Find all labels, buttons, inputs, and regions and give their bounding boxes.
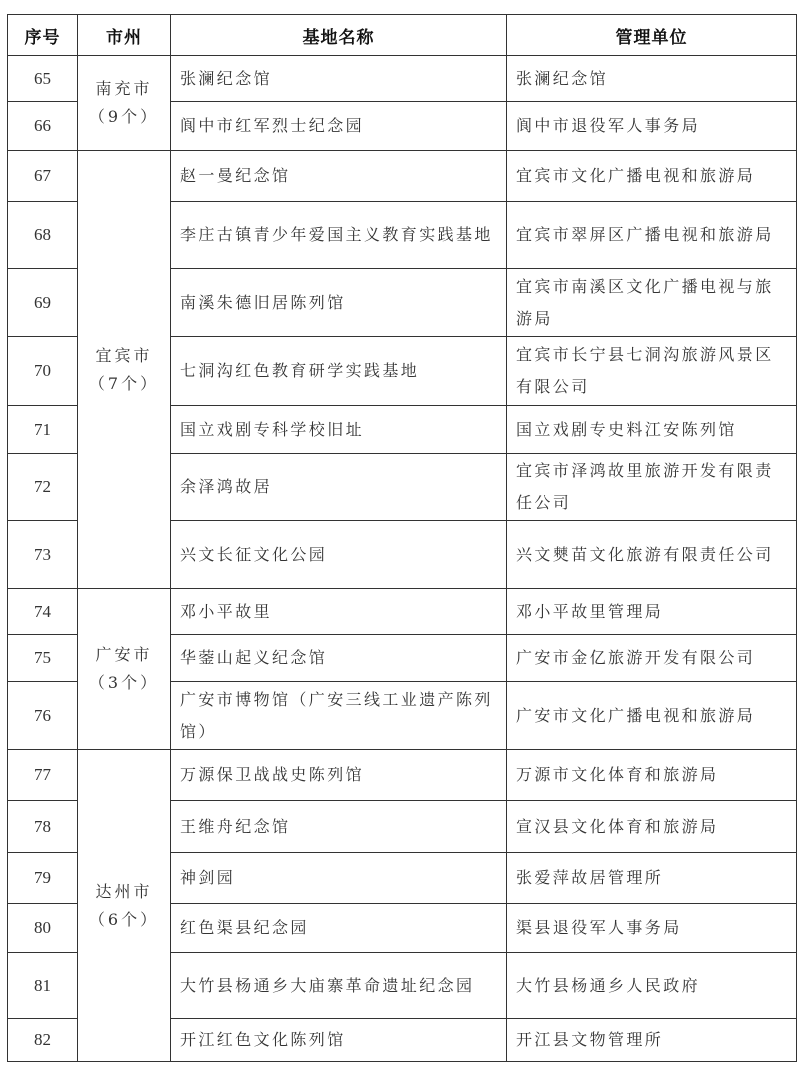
table-row xyxy=(8,750,797,801)
base-name: 张澜纪念馆 xyxy=(171,56,507,102)
row-number: 66 xyxy=(8,102,78,151)
base-name: 王维舟纪念馆 xyxy=(171,801,507,853)
management-unit: 宜宾市泽鸿故里旅游开发有限责任公司 xyxy=(507,454,797,521)
city-count: （6个） xyxy=(88,909,160,929)
base-name: 神剑园 xyxy=(171,853,507,904)
row-number: 72 xyxy=(8,454,78,521)
base-name: 余泽鸿故居 xyxy=(171,454,507,521)
city-cell xyxy=(78,589,171,750)
city-name: 达州市 xyxy=(95,881,153,901)
management-unit: 宣汉县文化体育和旅游局 xyxy=(507,801,797,853)
management-unit: 宜宾市文化广播电视和旅游局 xyxy=(507,151,797,202)
row-number: 68 xyxy=(8,202,78,269)
row-number: 71 xyxy=(8,406,78,454)
base-name: 华蓥山起义纪念馆 xyxy=(171,635,507,682)
management-unit: 广安市文化广播电视和旅游局 xyxy=(507,682,797,750)
city-cell xyxy=(78,151,171,589)
base-name: 南溪朱德旧居陈列馆 xyxy=(171,269,507,337)
table-row xyxy=(8,151,797,202)
row-number: 80 xyxy=(8,904,78,953)
management-unit: 邓小平故里管理局 xyxy=(507,589,797,635)
row-number: 69 xyxy=(8,269,78,337)
city-name: 南充市 xyxy=(95,79,153,98)
city-cell xyxy=(78,750,171,1062)
city-name: 宜宾市 xyxy=(95,345,153,365)
management-unit: 大竹县杨通乡人民政府 xyxy=(507,953,797,1019)
base-name: 阆中市红军烈士纪念园 xyxy=(171,102,507,151)
base-name: 开江红色文化陈列馆 xyxy=(171,1019,507,1062)
base-name: 李庄古镇青少年爱国主义教育实践基地 xyxy=(171,202,507,269)
base-name: 红色渠县纪念园 xyxy=(171,904,507,953)
management-unit: 宜宾市南溪区文化广播电视与旅游局 xyxy=(507,269,797,337)
base-name: 大竹县杨通乡大庙寨革命遗址纪念园 xyxy=(171,953,507,1019)
table-row xyxy=(8,589,797,635)
row-number: 77 xyxy=(8,750,78,801)
management-unit: 张澜纪念馆 xyxy=(507,56,797,102)
base-name: 万源保卫战战史陈列馆 xyxy=(171,750,507,801)
header-city: 市州 xyxy=(78,15,171,56)
row-number: 81 xyxy=(8,953,78,1019)
city-name: 广安市 xyxy=(95,645,153,664)
row-number: 79 xyxy=(8,853,78,904)
management-unit: 广安市金亿旅游开发有限公司 xyxy=(507,635,797,682)
management-unit: 张爱萍故居管理所 xyxy=(507,853,797,904)
city-cell xyxy=(78,56,171,151)
city-count: （7个） xyxy=(88,373,160,393)
base-name: 广安市博物馆（广安三线工业遗产陈列馆） xyxy=(171,682,507,750)
base-name: 邓小平故里 xyxy=(171,589,507,635)
city-count: （9个） xyxy=(88,107,160,126)
base-name: 国立戏剧专科学校旧址 xyxy=(171,406,507,454)
header-management-unit: 管理单位 xyxy=(507,15,797,56)
row-number: 82 xyxy=(8,1019,78,1062)
management-unit: 兴文僰苗文化旅游有限责任公司 xyxy=(507,521,797,589)
management-unit: 渠县退役军人事务局 xyxy=(507,904,797,953)
management-unit: 阆中市退役军人事务局 xyxy=(507,102,797,151)
management-unit: 开江县文物管理所 xyxy=(507,1019,797,1062)
header-base-name: 基地名称 xyxy=(171,15,507,56)
bases-table xyxy=(7,14,797,1062)
row-number: 65 xyxy=(8,56,78,102)
header-no: 序号 xyxy=(8,15,78,56)
header-row xyxy=(8,15,797,56)
city-count: （3个） xyxy=(88,673,160,692)
base-name: 七洞沟红色教育研学实践基地 xyxy=(171,337,507,406)
base-name: 兴文长征文化公园 xyxy=(171,521,507,589)
management-unit: 宜宾市长宁县七洞沟旅游风景区有限公司 xyxy=(507,337,797,406)
table-row xyxy=(8,56,797,102)
row-number: 78 xyxy=(8,801,78,853)
row-number: 74 xyxy=(8,589,78,635)
row-number: 76 xyxy=(8,682,78,750)
row-number: 70 xyxy=(8,337,78,406)
management-unit: 宜宾市翠屏区广播电视和旅游局 xyxy=(507,202,797,269)
base-name: 赵一曼纪念馆 xyxy=(171,151,507,202)
row-number: 73 xyxy=(8,521,78,589)
row-number: 67 xyxy=(8,151,78,202)
row-number: 75 xyxy=(8,635,78,682)
management-unit: 万源市文化体育和旅游局 xyxy=(507,750,797,801)
management-unit: 国立戏剧专史料江安陈列馆 xyxy=(507,406,797,454)
